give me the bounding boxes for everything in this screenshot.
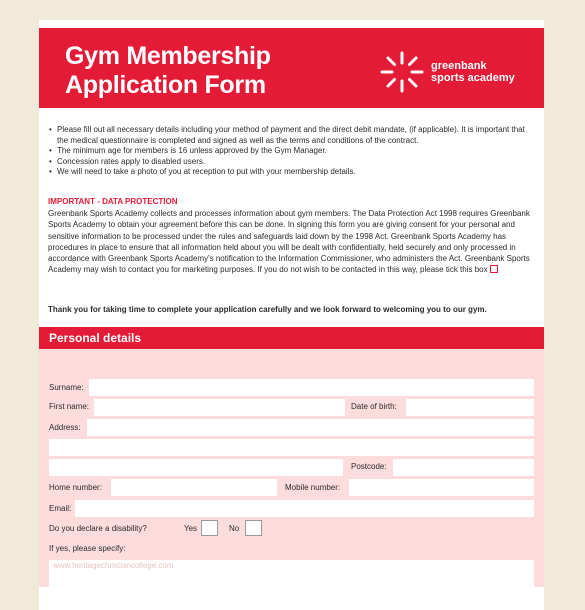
address-line-3-field[interactable] [49, 459, 343, 476]
address-line-2-field[interactable] [49, 439, 534, 456]
email-label: Email: [49, 504, 72, 513]
postcode-field[interactable] [393, 459, 534, 476]
personal-details-form [39, 349, 544, 587]
intro-bullet: • Please fill out all necessary details including your method of payment and the direct debit mandate, (if applicable). It is important that the medical questionnaire is completed and signed as well as the terms and conditions of the contract. [48, 125, 538, 146]
postcode-label: Postcode: [351, 462, 387, 471]
specify-label: If yes, please specify: [49, 544, 126, 553]
form-page [39, 20, 544, 610]
intro-bullet: • We will need to take a photo of you at reception to put with your membership details. [48, 167, 538, 178]
home-number-label: Home number: [49, 483, 102, 492]
header-banner [39, 28, 544, 108]
mobile-number-field[interactable] [349, 479, 534, 496]
personal-details-heading: Personal details [39, 327, 544, 349]
title-line-1: Gym Membership [65, 42, 271, 70]
thanks-note: Thank you for taking time to complete your application carefully and we look forward to welcoming you to our gym. [48, 305, 487, 314]
title-line-2: Application Form [65, 71, 266, 99]
home-number-field[interactable] [111, 479, 277, 496]
logo-line-1: greenbank [431, 60, 487, 72]
data-protection-text [48, 208, 536, 276]
logo-text [431, 60, 515, 84]
first-name-label: First name: [49, 402, 90, 411]
dob-field[interactable] [406, 399, 534, 416]
disability-no-checkbox[interactable] [245, 520, 262, 536]
form-title [65, 42, 271, 100]
marketing-opt-out-checkbox[interactable] [490, 265, 498, 273]
mobile-number-label: Mobile number: [285, 483, 341, 492]
logo-line-2: sports academy [431, 72, 515, 84]
sunburst-icon [379, 50, 425, 94]
dob-label: Date of birth: [351, 402, 397, 411]
watermark-text: www.heritagechristiancollege.com [53, 561, 174, 570]
disability-yes-label: Yes [184, 524, 198, 533]
disability-question: Do you declare a disability? [49, 524, 147, 533]
surname-label: Surname: [49, 383, 84, 392]
academy-logo [379, 50, 539, 94]
disability-no-label: No [229, 524, 240, 533]
surname-field[interactable] [89, 379, 534, 396]
email-field[interactable] [75, 500, 534, 517]
intro-notes [48, 125, 538, 178]
disability-yes-checkbox[interactable] [201, 520, 218, 536]
data-protection-heading: IMPORTANT - DATA PROTECTION [48, 197, 178, 206]
intro-bullet: • Concession rates apply to disabled users. [48, 157, 538, 168]
data-protection-body: Greenbank Sports Academy collects and processes information about gym members. The Data Protection Act 1998 requires Greenbank Sports Academy to obtain your agreement before this can be done. In signing this form you are giving consent for your personal and sensitive information to be processed under the rules and safeguards laid down by the 1998 Act. Greenbank Sports Academy has procedures in place to ensure that all information held about you will be dealt with confidentially, held securely and only processed in accordance with Greenbank Sports Academy's notification to the Information Commissioner, who administers the Act. Greenbank Sports Academy may wish to contact you for marketing purposes. If you do not wish to be contacted in this way, please tick this box [48, 209, 530, 275]
address-label: Address: [49, 423, 81, 432]
intro-bullet: • The minimum age for members is 16 unless approved by the Gym Manager. [48, 146, 538, 157]
address-line-1-field[interactable] [87, 419, 534, 436]
first-name-field[interactable] [94, 399, 345, 416]
